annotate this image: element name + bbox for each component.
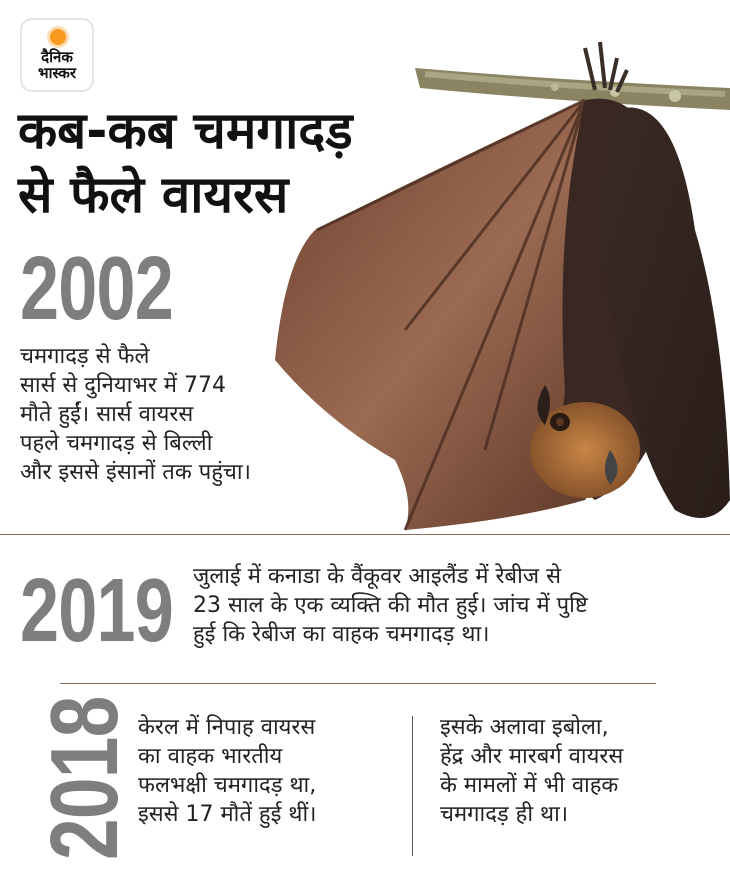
text-line: पहले चमगादड़ से बिल्ली bbox=[20, 431, 213, 456]
year-2019: 2019 bbox=[20, 561, 174, 661]
year-2018: 2018 bbox=[31, 696, 138, 860]
paragraph-2002 bbox=[20, 342, 300, 487]
text-line: सार्स से दुनियाभर में 774 bbox=[20, 373, 226, 398]
paragraph-2019 bbox=[193, 562, 713, 649]
text-line: जुलाई में कनाडा के वैंकूवर आइलैंड में रेबीज से bbox=[193, 564, 561, 589]
text-line: और इससे इंसानों तक पहुंचा। bbox=[20, 460, 251, 485]
logo-text: दैनिक भास्कर bbox=[38, 48, 76, 82]
paragraph-other-viruses bbox=[440, 713, 720, 829]
text-line: चमगादड़ ही था। bbox=[440, 802, 569, 827]
text-line: 23 साल के एक व्यक्ति की मौत हुई। जांच में पुष्टि bbox=[193, 593, 588, 618]
text-line: मौते हुईं। सार्स वायरस bbox=[20, 402, 194, 427]
vertical-divider bbox=[412, 716, 413, 856]
divider bbox=[0, 534, 730, 535]
text-line: हेंद्र और मारबर्ग वायरस bbox=[440, 744, 624, 769]
divider bbox=[60, 683, 656, 684]
hanging-bat-illustration bbox=[255, 30, 730, 535]
title-line-2: से फैले वायरस bbox=[18, 166, 289, 225]
text-line: फलभक्षी चमगादड़ था, bbox=[138, 773, 317, 798]
branch bbox=[415, 68, 730, 110]
text-line: का वाहक भारतीय bbox=[138, 744, 283, 769]
paragraph-2018 bbox=[138, 713, 398, 829]
text-line: इसके अलावा इबोला, bbox=[440, 715, 609, 740]
text-line: चमगादड़ से फैले bbox=[20, 344, 150, 369]
text-line: हुई कि रेबीज का वाहक चमगादड़ था। bbox=[193, 622, 490, 647]
text-line: के मामलों में भी वाहक bbox=[440, 773, 619, 798]
title-line-1: कब-कब चमगादड़ bbox=[18, 102, 353, 161]
year-2002: 2002 bbox=[20, 239, 174, 339]
brand-logo bbox=[20, 18, 94, 92]
text-line: केरल में निपाह वायरस bbox=[138, 715, 316, 740]
text-line: इससे 17 मौतें हुई थीं। bbox=[138, 802, 317, 827]
sun-icon bbox=[50, 29, 66, 45]
